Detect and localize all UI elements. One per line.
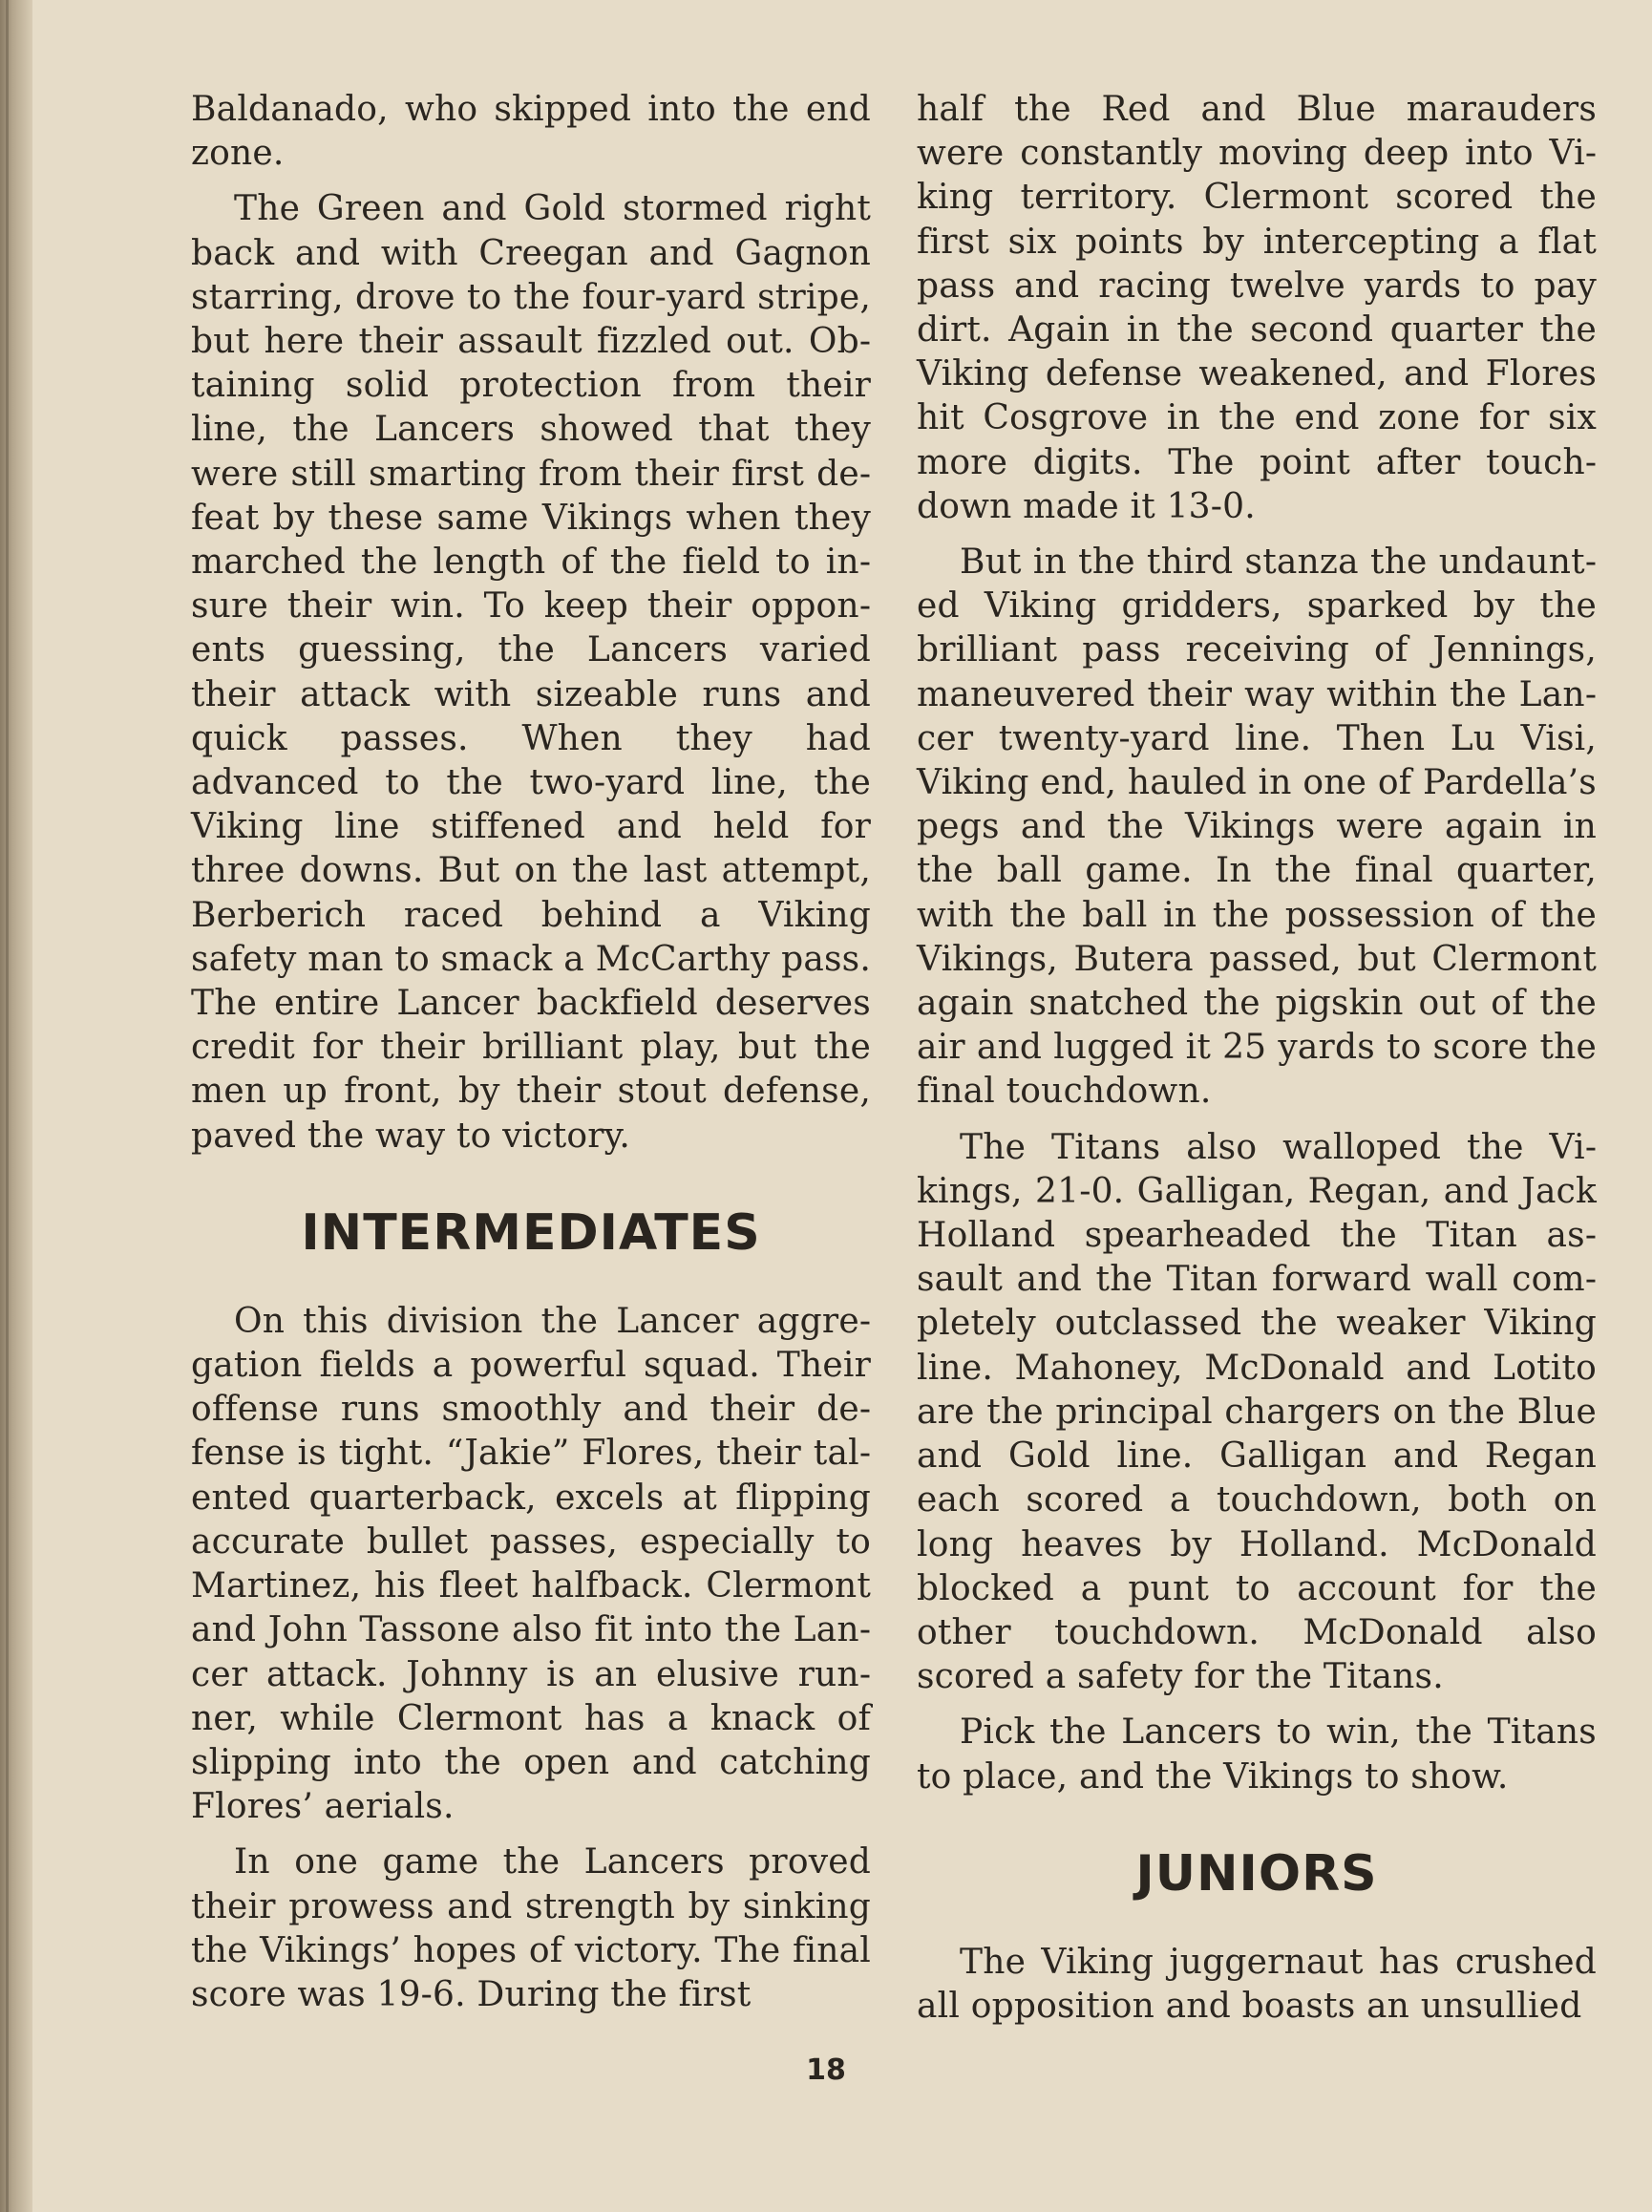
paragraph: The Green and Gold stormed right back and with Creegan and Gagnon starring, drove to the four-yard stripe, but here their assault fizzled out. Obtaining solid protection from their line, the Lancers showed that they were still smarting from their first defeat by these same Vikings when they marched the length of the field to insure their win. To keep their opponents guessing, the Lancers varied their attack with sizeable runs and quick passes. When they had advanced to the two-yard line, the Viking line stiffened and held for three downs. But on the last attempt, Berberich raced behind a Viking safety man to smack a McCarthy pass. The entire Lancer backfield deserves credit for their brilliant play, but the men up front, by their stout defense, paved the way to victory.	[191, 189, 871, 1156]
paragraph: The Viking juggernaut has crushed all opposition and boasts an unsullied	[917, 1942, 1597, 2026]
page-binding-edge	[6, 0, 9, 2212]
paragraph: On this division the Lancer aggregation fields a powerful squad. Their offense runs smoothly and their defense is tight. “Jakie” Flores, their talented quarterback, excels at flipping accurate bullet passes, especially to Martinez, his fleet halfback. Clermont and John Tassone also fit into the Lancer attack. Johnny is an elusive runner, while Clermont has a knack of slipping into the open and catching Flores’ aerials.	[191, 1301, 871, 1827]
right-column	[917, 88, 1597, 2040]
paragraph: But in the third stanza the undaunted Viking gridders, sparked by the brilliant pass receiving of Jennings, maneuvered their way within the Lancer twenty-yard line. Then Lu Visi, Viking end, hauled in one of Pardella’s pegs and the Vikings were again in the ball game. In the final quarter, with the ball in the possession of the Vikings, Butera passed, but Clermont again snatched the pigskin out of the air and lugged it 25 yards to score the final touchdown.	[917, 542, 1597, 1112]
section-heading-juniors: JUNIORS	[1135, 1844, 1378, 1903]
left-column	[191, 88, 871, 2029]
paragraph: half the Red and Blue marauders were constantly moving deep into Viking territory. Clermont scored the first six points by intercepting a flat pass and racing twelve yards to pay dirt. Again in the second quarter the Viking defense weakened, and Flores hit Cosgrove in the end zone for six more digits. The point after touchdown made it 13-0.	[917, 90, 1597, 526]
page-number: 18	[806, 2053, 846, 2087]
paragraph: The Titans also walloped the Vikings, 21-0. Galligan, Regan, and Jack Holland spearheaded the Titan assault and the Titan forward wall completely outclassed the weaker Viking line. Mahoney, McDonald and Lotito are the principal chargers on the Blue and Gold line. Galligan and Regan each scored a touchdown, both on long heaves by Holland. McDonald blocked a punt to account for the other touchdown. McDonald also scored a safety for the Titans.	[917, 1127, 1597, 1697]
paragraph: Pick the Lancers to win, the Titans to place, and the Vikings to show.	[917, 1712, 1597, 1797]
paragraph: In one game the Lancers proved their prowess and strength by sinking the Vikings’ hopes of victory. The final score was 19-6. During the first	[191, 1842, 871, 2014]
paragraph: Baldanado, who skipped into the end zone.	[191, 90, 871, 174]
section-heading-intermediates: INTERMEDIATES	[301, 1203, 761, 1262]
